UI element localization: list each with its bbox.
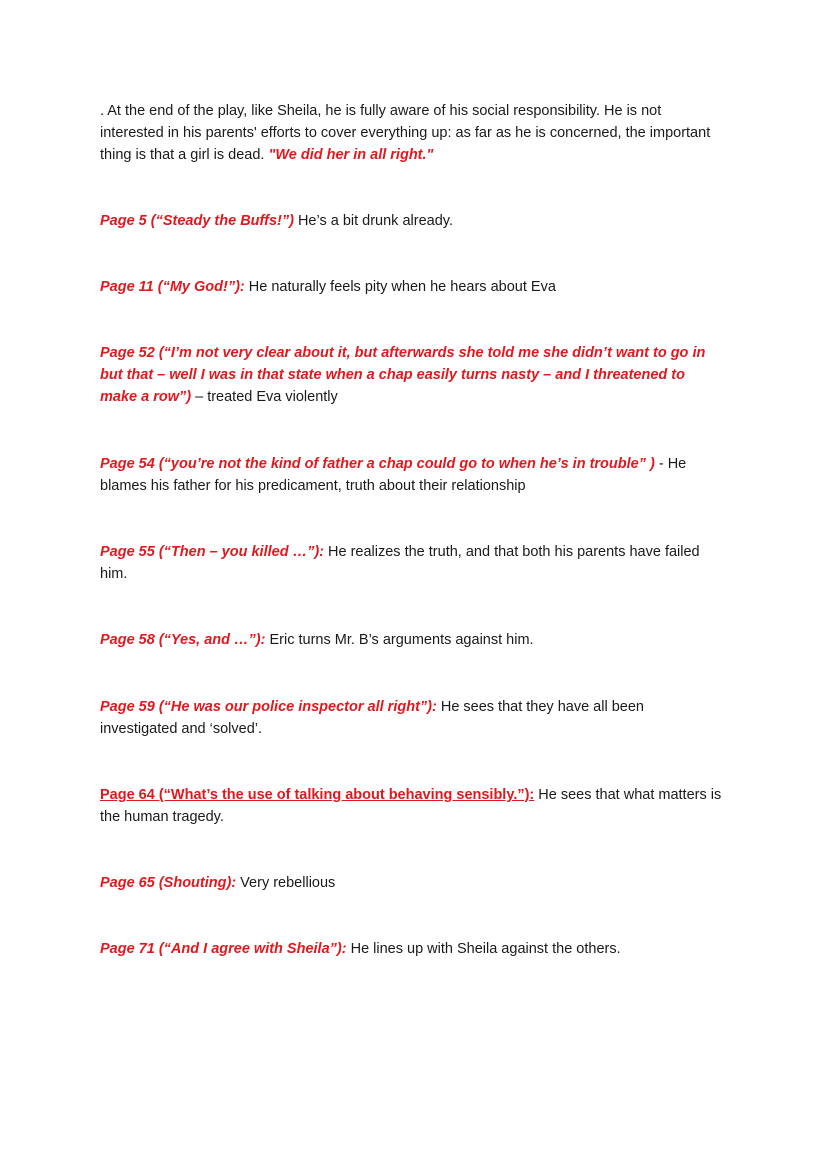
entry-quote: Page 58 (“Yes, and …”):	[100, 632, 266, 648]
entry-text: Very rebellious	[236, 875, 336, 891]
entry-quote: Page 65 (Shouting):	[100, 875, 237, 891]
entry-page-71	[100, 938, 725, 960]
entry-quote: Page 11 (“My God!”):	[100, 279, 245, 295]
entry-quote: Page 71 (“And I agree with Sheila”):	[100, 941, 347, 957]
entry-quote: Page 59 (“He was our police inspector all right”):	[100, 699, 437, 715]
entry-page-11	[100, 276, 725, 298]
entry-quote: Page 55 (“Then – you killed …”):	[100, 544, 324, 560]
intro-quote: "We did her in all right."	[268, 147, 434, 163]
entry-page-5	[100, 210, 725, 232]
entry-quote: Page 64 (“What’s the use of talking about behaving sensibly.”):	[100, 787, 535, 803]
intro-paragraph	[100, 100, 725, 166]
entry-page-59	[100, 696, 725, 740]
entry-page-54	[100, 453, 725, 497]
entry-text: - He blames his father for his predicament, truth about their relationship	[100, 456, 687, 494]
entry-text: He naturally feels pity when he hears about Eva	[244, 279, 556, 295]
entry-page-52	[100, 342, 725, 408]
intro-text: . At the end of the play, like Sheila, he is fully aware of his social responsibility. He is not interested in his parents' efforts to cover everything up: as far as he is concerned, the important thing is that a girl is dead.	[100, 103, 711, 163]
entry-quote: Page 54 (“you’re not the kind of father a chap could go to when he’s in trouble” )	[100, 456, 655, 472]
entry-page-64	[100, 784, 725, 828]
entry-page-55	[100, 541, 725, 585]
entry-text: He realizes the truth, and that both his parents have failed him.	[100, 544, 700, 582]
entry-text: He sees that they have all been investigated and ‘solved’.	[100, 699, 644, 737]
entry-text: – treated Eva violently	[191, 389, 338, 405]
entry-page-58	[100, 629, 725, 651]
entry-text: He sees that what matters is the human tragedy.	[100, 787, 722, 825]
entry-text: He’s a bit drunk already.	[293, 213, 453, 229]
entry-text: Eric turns Mr. B’s arguments against him.	[265, 632, 534, 648]
entry-text: He lines up with Sheila against the others.	[346, 941, 621, 957]
entry-page-65	[100, 872, 725, 894]
entry-quote: Page 5 (“Steady the Buffs!”)	[100, 213, 294, 229]
entry-quote: Page 52 (“I’m not very clear about it, but afterwards she told me she didn’t want to go in but that – well I was in that state when a chap easily turns nasty – and I threatened to make a row”)	[100, 345, 706, 405]
